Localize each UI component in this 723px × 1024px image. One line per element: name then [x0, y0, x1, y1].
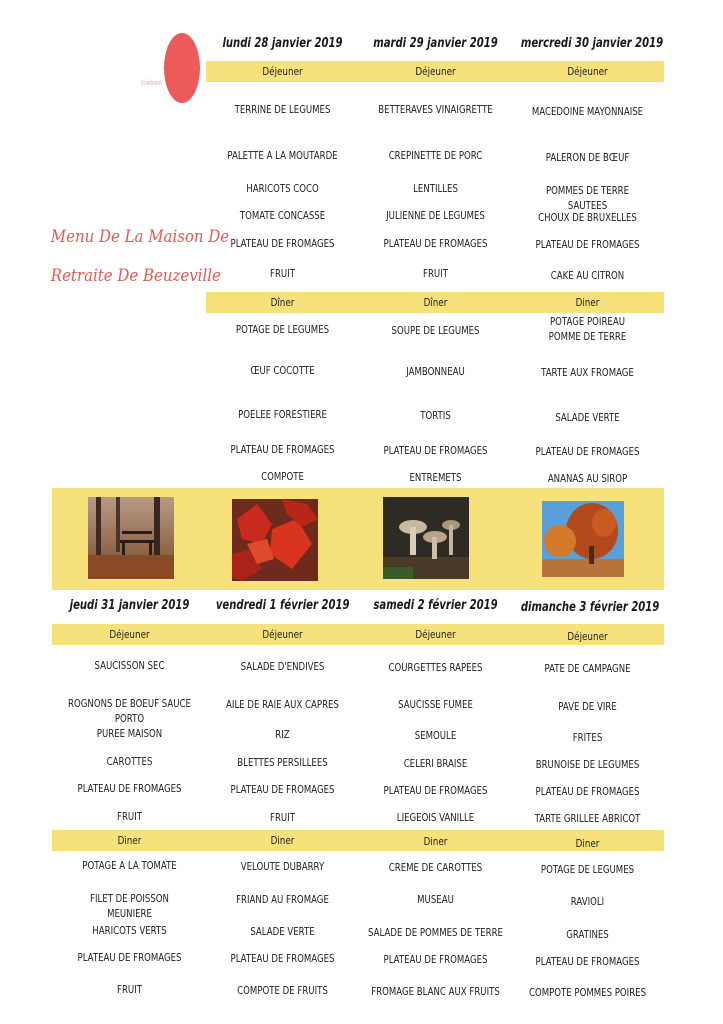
menu-item: FROMAGE BLANC AUX FRUITS [371, 985, 500, 998]
mushrooms-photo [383, 497, 469, 579]
menu-title-line1: Menu De La Maison De [50, 227, 230, 247]
menu-item: SALADE DE POMMES DE TERRE [368, 926, 503, 939]
menu-item: SAUCISSON SEC [94, 659, 165, 672]
menu-item: VELOUTE DUBARRY [240, 860, 325, 873]
menu-item: JULIENNE DE LEGUMES [386, 209, 485, 222]
menu-item: PLATEAU DE FROMAGES [383, 953, 488, 966]
lunch-label: Déjeuner [109, 628, 150, 641]
menu-item: PLATEAU DE FROMAGES [535, 785, 640, 798]
menu-item: JAMBONNEAU [406, 365, 465, 378]
menu-item: POTAGE DE LEGUMES [540, 863, 635, 876]
day-header-vendredi: vendredi 1 février 2019 [215, 598, 350, 613]
menu-item: MUSEAU [417, 893, 454, 906]
menu-item: ROGNONS DE BOEUF SAUCE PORTO [68, 697, 191, 725]
menu-item: PLATEAU DE FROMAGES [535, 955, 640, 968]
menu-item: PLATEAU DE FROMAGES [230, 237, 335, 250]
menu-item: TARTE AUX FROMAGE [541, 366, 634, 379]
menu-item: FRITES [572, 731, 603, 744]
menu-item: BETTERAVES VINAIGRETTE [378, 103, 493, 116]
menu-item: COMPOTE POMMES POIRES [528, 986, 647, 999]
menu-item: POTAGE POIREAU POMME DE TERRE [548, 315, 627, 343]
lunch-label: Déjeuner [415, 65, 456, 78]
menu-item: PLATEAU DE FROMAGES [77, 951, 182, 964]
red-leaves-photo [232, 499, 318, 581]
menu-item: TORTIS [420, 409, 451, 422]
menu-item: PALETTE A LA MOUTARDE [227, 149, 338, 162]
menu-item: CREPINETTE DE PORC [388, 149, 483, 162]
menu-item: COURGETTES RAPEES [388, 661, 483, 674]
menu-item: PLATEAU DE FROMAGES [383, 784, 488, 797]
lunch-label: Déjeuner [567, 630, 608, 643]
menu-item: TERRINE DE LEGUMES [234, 103, 331, 116]
menu-item: HARICOTS VERTS [92, 924, 167, 937]
menu-item: FRIAND AU FROMAGE [236, 893, 329, 906]
menu-item: PLATEAU DE FROMAGES [230, 783, 335, 796]
menu-item: SEMOULE [414, 729, 457, 742]
menu-item: FRUIT [270, 811, 295, 824]
menu-item: PAVE DE VIRE [558, 700, 617, 713]
day-header-lundi: lundi 28 janvier 2019 [222, 36, 343, 51]
menu-item: BRUNOISE DE LEGUMES [535, 758, 640, 771]
dinner-label: Dîner [423, 296, 448, 309]
menu-item: AILE DE RAIE AUX CAPRES [226, 698, 339, 711]
menu-item: COMPOTE [261, 470, 304, 483]
menu-item: POMMES DE TERRE SAUTEES [545, 184, 630, 212]
menu-item: RIZ [275, 728, 290, 741]
lunch-label: Déjeuner [415, 628, 456, 641]
menu-item: GRATINES [566, 928, 609, 941]
autumn-tree-photo [542, 501, 624, 577]
dinner-label: Diner [575, 296, 600, 309]
day-header-mercredi: mercredi 30 janvier 2019 [520, 36, 664, 51]
lunch-label: Déjeuner [262, 65, 303, 78]
menu-item: ENTREMETS [409, 471, 462, 484]
menu-item: SALADE D'ENDIVES [240, 660, 325, 673]
day-header-jeudi: jeudi 31 janvier 2019 [69, 598, 190, 613]
menu-item: TARTE GRILLEE ABRICOT [534, 812, 641, 825]
menu-item: PLATEAU DE FROMAGES [535, 238, 640, 251]
menu-item: PLATEAU DE FROMAGES [77, 782, 182, 795]
menu-item: BLETTES PERSILLEES [237, 756, 328, 769]
menu-item: CHOUX DE BRUXELLES [538, 211, 637, 224]
menu-item: PATE DE CAMPAGNE [544, 662, 631, 675]
bench-photo [88, 497, 174, 579]
day-header-dimanche: dimanche 3 février 2019 [520, 600, 660, 615]
menu-item: PLATEAU DE FROMAGES [383, 444, 488, 457]
menu-item: ŒUF COCOTTE [250, 364, 315, 377]
menu-title-line2: Retraite De Beuzeville [50, 266, 221, 286]
logo-circle [164, 33, 200, 103]
menu-item: FRUIT [117, 810, 142, 823]
dinner-label: Diner [575, 837, 600, 850]
menu-item: FRUIT [270, 267, 295, 280]
dinner-label: Diner [270, 834, 295, 847]
menu-item: LIEGEOIS VANILLE [396, 811, 475, 824]
menu-item: FRUIT [423, 267, 448, 280]
menu-item: RAVIOLI [570, 895, 605, 908]
menu-item: FILET DE POISSON MEUNIERE [90, 892, 169, 920]
dinner-label: Diner [423, 835, 448, 848]
menu-item: PLATEAU DE FROMAGES [383, 237, 488, 250]
dinner-label: Dîner [270, 296, 295, 309]
logo-text: Isidore [141, 80, 163, 87]
menu-item: SAUCISSE FUMEE [398, 698, 473, 711]
menu-item: SALADE VERTE [250, 925, 315, 938]
menu-item: CAKE AU CITRON [550, 269, 625, 282]
menu-item: POTAGE DE LEGUMES [235, 323, 330, 336]
menu-item: POTAGE A LA TOMATE [82, 859, 177, 872]
menu-item: LENTILLES [413, 182, 458, 195]
menu-item: MACEDOINE MAYONNAISE [531, 105, 644, 118]
menu-item: FRUIT [117, 983, 142, 996]
menu-item: ANANAS AU SIROP [547, 472, 628, 485]
menu-item: CAROTTES [106, 755, 153, 768]
menu-item: PLATEAU DE FROMAGES [230, 952, 335, 965]
lunch-label: Déjeuner [567, 65, 608, 78]
menu-item: SALADE VERTE [555, 411, 620, 424]
menu-item: PALERON DE BŒUF [545, 151, 630, 164]
menu-item: COMPOTE DE FRUITS [237, 984, 328, 997]
menu-item: TOMATE CONCASSE [239, 209, 326, 222]
menu-item: POELEE FORESTIERE [238, 408, 327, 421]
dinner-label: Diner [117, 834, 142, 847]
day-header-mardi: mardi 29 janvier 2019 [373, 36, 498, 51]
menu-item: SOUPE DE LEGUMES [391, 324, 480, 337]
lunch-label: Déjeuner [262, 628, 303, 641]
day-header-samedi: samedi 2 février 2019 [373, 598, 498, 613]
menu-item: CREME DE CAROTTES [388, 861, 483, 874]
menu-item: HARICOTS COCO [246, 182, 319, 195]
menu-item: PUREE MAISON [96, 727, 163, 740]
menu-item: PLATEAU DE FROMAGES [230, 443, 335, 456]
menu-item: CELERI BRAISE [403, 757, 468, 770]
menu-item: PLATEAU DE FROMAGES [535, 445, 640, 458]
